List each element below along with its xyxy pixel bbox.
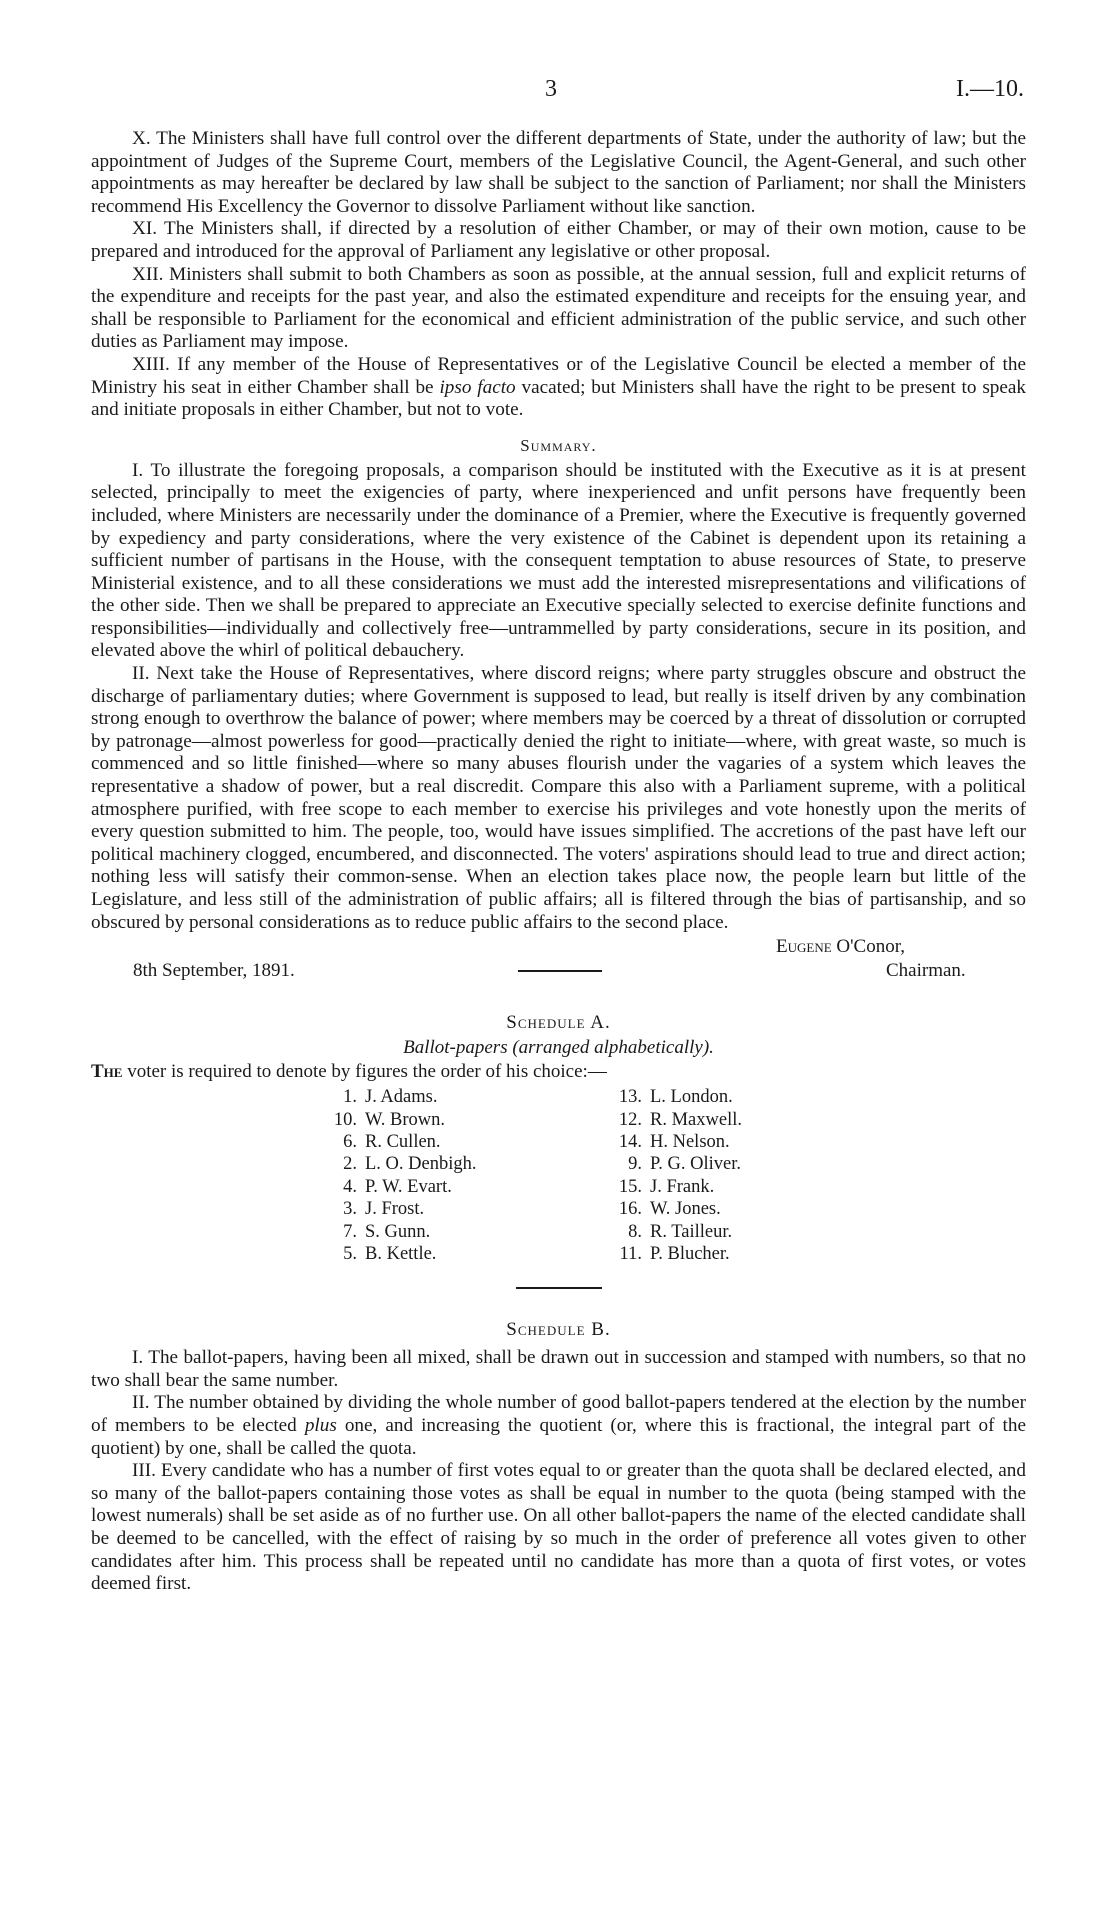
paragraph-xiii-italic: ipso facto (439, 376, 516, 398)
signature-title: Chairman. (886, 960, 966, 982)
ballot-item (604, 1177, 742, 1199)
ballot-number: 7. (343, 1221, 357, 1242)
ballot-number: 2. (343, 1154, 357, 1175)
signature-last-name: O'Conor, (836, 936, 906, 958)
ballot-item (319, 1222, 477, 1244)
ballot-item (604, 1244, 742, 1266)
document-reference: I.—10. (956, 76, 1024, 102)
ballot-candidate: W. Brown. (365, 1109, 445, 1130)
page-header (0, 76, 1114, 106)
ballot-number: 3. (343, 1199, 357, 1220)
schedule-a-subheading: Ballot-papers (arranged alphabetically). (403, 1037, 714, 1059)
ballot-candidate: H. Nelson. (650, 1131, 730, 1152)
schedule-b-paragraph-i: I. The ballot-papers, having been all mixed, shall be drawn out in succession and stamped with numbers, so that no two shall bear the same number. (91, 1347, 1026, 1391)
signature-name (776, 936, 905, 958)
ballot-number: 16. (618, 1199, 642, 1220)
ballot-item (604, 1199, 742, 1221)
ballot-candidate: P. W. Evart. (365, 1176, 452, 1197)
ballot-candidate: L. O. Denbigh. (365, 1154, 477, 1175)
ballot-number: 13. (618, 1087, 642, 1108)
ballot-number: 6. (343, 1131, 357, 1152)
ballot-item (319, 1132, 477, 1154)
page-number: 3 (545, 76, 557, 102)
ballot-item (319, 1110, 477, 1132)
paragraph-x: X. The Ministers shall have full control over the different departments of State, under the authority of law; but the appointment of Judges of the Supreme Court, members of the Legislative Council, the Agent-General, and such other appointments as may hereafter be declared by law shall be subject to the sanction of Parliament; nor shall the Ministers recommend His Excellency the Governor to dissolve Parliament without like sanction. (91, 128, 1026, 217)
ballot-item (604, 1154, 742, 1176)
ballot-number: 9. (628, 1154, 642, 1175)
ballot-number: 5. (343, 1243, 357, 1264)
signature-first-name: Eugene (776, 936, 832, 958)
schedule-b-paragraph-ii (91, 1392, 1026, 1460)
ballot-candidate: J. Frank. (650, 1176, 715, 1197)
ballot-candidate: S. Gunn. (365, 1221, 431, 1242)
ballot-candidate: J. Adams. (365, 1087, 438, 1108)
summary-paragraph-i: I. To illustrate the foregoing proposals, a comparison should be instituted with the Executive as it is at present selected, principally to meet the exigencies of party, where inexperienced and unfit persons have frequently been included, where Ministers are necessarily under the dominance of a Premier, where the Executive is frequently governed by expediency and party considerations, where the very existence of the Cabinet is dependent upon its retaining a sufficient number of partisans in the House, with the consequent temptation to abuse resources of State, to preserve Ministerial existence, and to all these considerations we must add the interested misrepresentations and vilifications of the other side. Then we shall be prepared to appreciate an Executive specially selected to exercise definite functions and responsibilities—individually and collectively free—untrammelled by party considerations, secure in its position, and elevated above the whirl of political debauchery. (91, 459, 1026, 662)
ballot-paper-list (91, 1083, 1026, 1279)
ballot-number: 15. (618, 1176, 642, 1197)
ballot-number: 12. (618, 1109, 642, 1130)
ballot-candidate: W. Jones. (650, 1199, 721, 1220)
signature-divider (518, 970, 602, 972)
signature-date: 8th September, 1891. (133, 960, 295, 982)
schedule-b-paragraph-ii-text-1: II. The number obtained by dividing the whole number of good ballot-papers tendered at the election by the number of members to be elected (91, 1392, 1026, 1436)
ballot-item (319, 1177, 477, 1199)
schedule-b-paragraph-ii-italic: plus (304, 1414, 337, 1436)
ballot-number: 10. (333, 1109, 357, 1130)
schedule-divider (516, 1287, 602, 1289)
ballot-number: 4. (343, 1176, 357, 1197)
ballot-item (319, 1154, 477, 1176)
paragraph-xi: XI. The Ministers shall, if directed by a resolution of either Chamber, or may of their own motion, cause to be prepared and introduced for the approval of Parliament any legislative or other proposal. (91, 218, 1026, 262)
schedule-b-paragraph-iii: III. Every candidate who has a number of first votes equal to or greater than the quota shall be declared elected, and so many of the ballot-papers containing those votes as shall be equal in number to the quota (being stamped with the lowest numerals) shall be set aside as of no further use. On all other ballot-papers the name of the elected candidate shall be deemed to be cancelled, with the effect of raising by so much in the order of preference all votes given to other candidates after him. This process shall be repeated until no candidate has more than a quota of first votes, or votes deemed first. (91, 1460, 1026, 1595)
ballot-right-column (604, 1087, 742, 1266)
ballot-candidate: B. Kettle. (365, 1243, 437, 1264)
page-body (91, 128, 1026, 1596)
ballot-candidate: R. Cullen. (365, 1131, 441, 1152)
ballot-candidate: P. G. Oliver. (650, 1154, 741, 1175)
ballot-item (604, 1222, 742, 1244)
signature-block (91, 934, 1026, 990)
summary-paragraph-ii: II. Next take the House of Representatives, where discord reigns; where party struggles obscure and obstruct the discharge of parliamentary duties; where Government is supposed to lead, but really is itself driven by any combination strong enough to overthrow the balance of power; where members may be coerced by a threat of dissolution or corrupted by patronage—almost powerless for good—practically denied the right to initiate—where, with great waste, so much is commenced and so little finished—where so many abuses flourish under the vagaries of a system which leaves the representative a shadow of power, but a real discredit. Compare this also with a Parliament supreme, with a political atmosphere purified, with free scope to each member to exercise his privileges and vote honestly upon the merits of every question submitted to him. The people, too, would have issues simplified. The accretions of the past have left our political machinery clogged, encumbered, and disconnected. The voters' aspirations should lead to true and direct action; nothing less will satisfy their common-sense. When an election takes place now, the people learn but little of the Legislature, and less still of the administration of public affairs; all is filtered through the bias of partisanship, and so obscured by personal considerations as to reduce public affairs to the second place. (91, 663, 1026, 933)
paragraph-xiii-text-2: vacated; but Ministers shall have the right to be present to speak and initiate proposals in either Chamber, but not to vote. (91, 376, 1027, 421)
ballot-item (604, 1110, 742, 1132)
ballot-candidate: R. Maxwell. (650, 1109, 742, 1130)
schedule-a-heading: Schedule A. (506, 1012, 611, 1034)
ballot-item (604, 1087, 742, 1109)
ballot-candidate: P. Blucher. (650, 1243, 730, 1264)
schedule-a-intro-text: voter is required to denote by figures the order of his choice:— (122, 1061, 607, 1083)
schedule-b-heading: Schedule B. (506, 1319, 611, 1341)
ballot-candidate: J. Frost. (365, 1199, 425, 1220)
paragraph-xiii (91, 354, 1026, 422)
ballot-item (604, 1132, 742, 1154)
ballot-number: 14. (618, 1131, 642, 1152)
schedule-b-paragraph-ii-text-2: one, and increasing the quotient (or, where this is fractional, the integral part of the quotient) by one, shall be called the quota. (91, 1414, 1026, 1459)
ballot-item (319, 1199, 477, 1221)
summary-heading: Summary. (520, 435, 597, 455)
ballot-left-column (319, 1087, 477, 1266)
paragraph-xii: XII. Ministers shall submit to both Chambers as soon as possible, at the annual session, full and explicit returns of the expenditure and receipts for the past year, and also the estimated expenditure and receipts for the ensuing year, and shall be responsible to Parliament for the economical and efficient administration of the public service, and such other duties as Parliament may impose. (91, 263, 1026, 353)
ballot-number: 8. (628, 1221, 642, 1242)
paragraph-xiii-text-1: XIII. If any member of the House of Representatives or of the Legislative Council be elected a member of the Ministry his seat in either Chamber shall be (91, 353, 1026, 398)
ballot-number: 1. (343, 1087, 357, 1108)
ballot-candidate: R. Tailleur. (650, 1221, 733, 1242)
ballot-number: 11. (619, 1243, 642, 1264)
ballot-item (319, 1244, 477, 1266)
schedule-a-intro (91, 1061, 1026, 1083)
ballot-item (319, 1087, 477, 1109)
ballot-candidate: L. London. (650, 1087, 733, 1108)
schedule-a-intro-first-word: The (91, 1061, 123, 1083)
